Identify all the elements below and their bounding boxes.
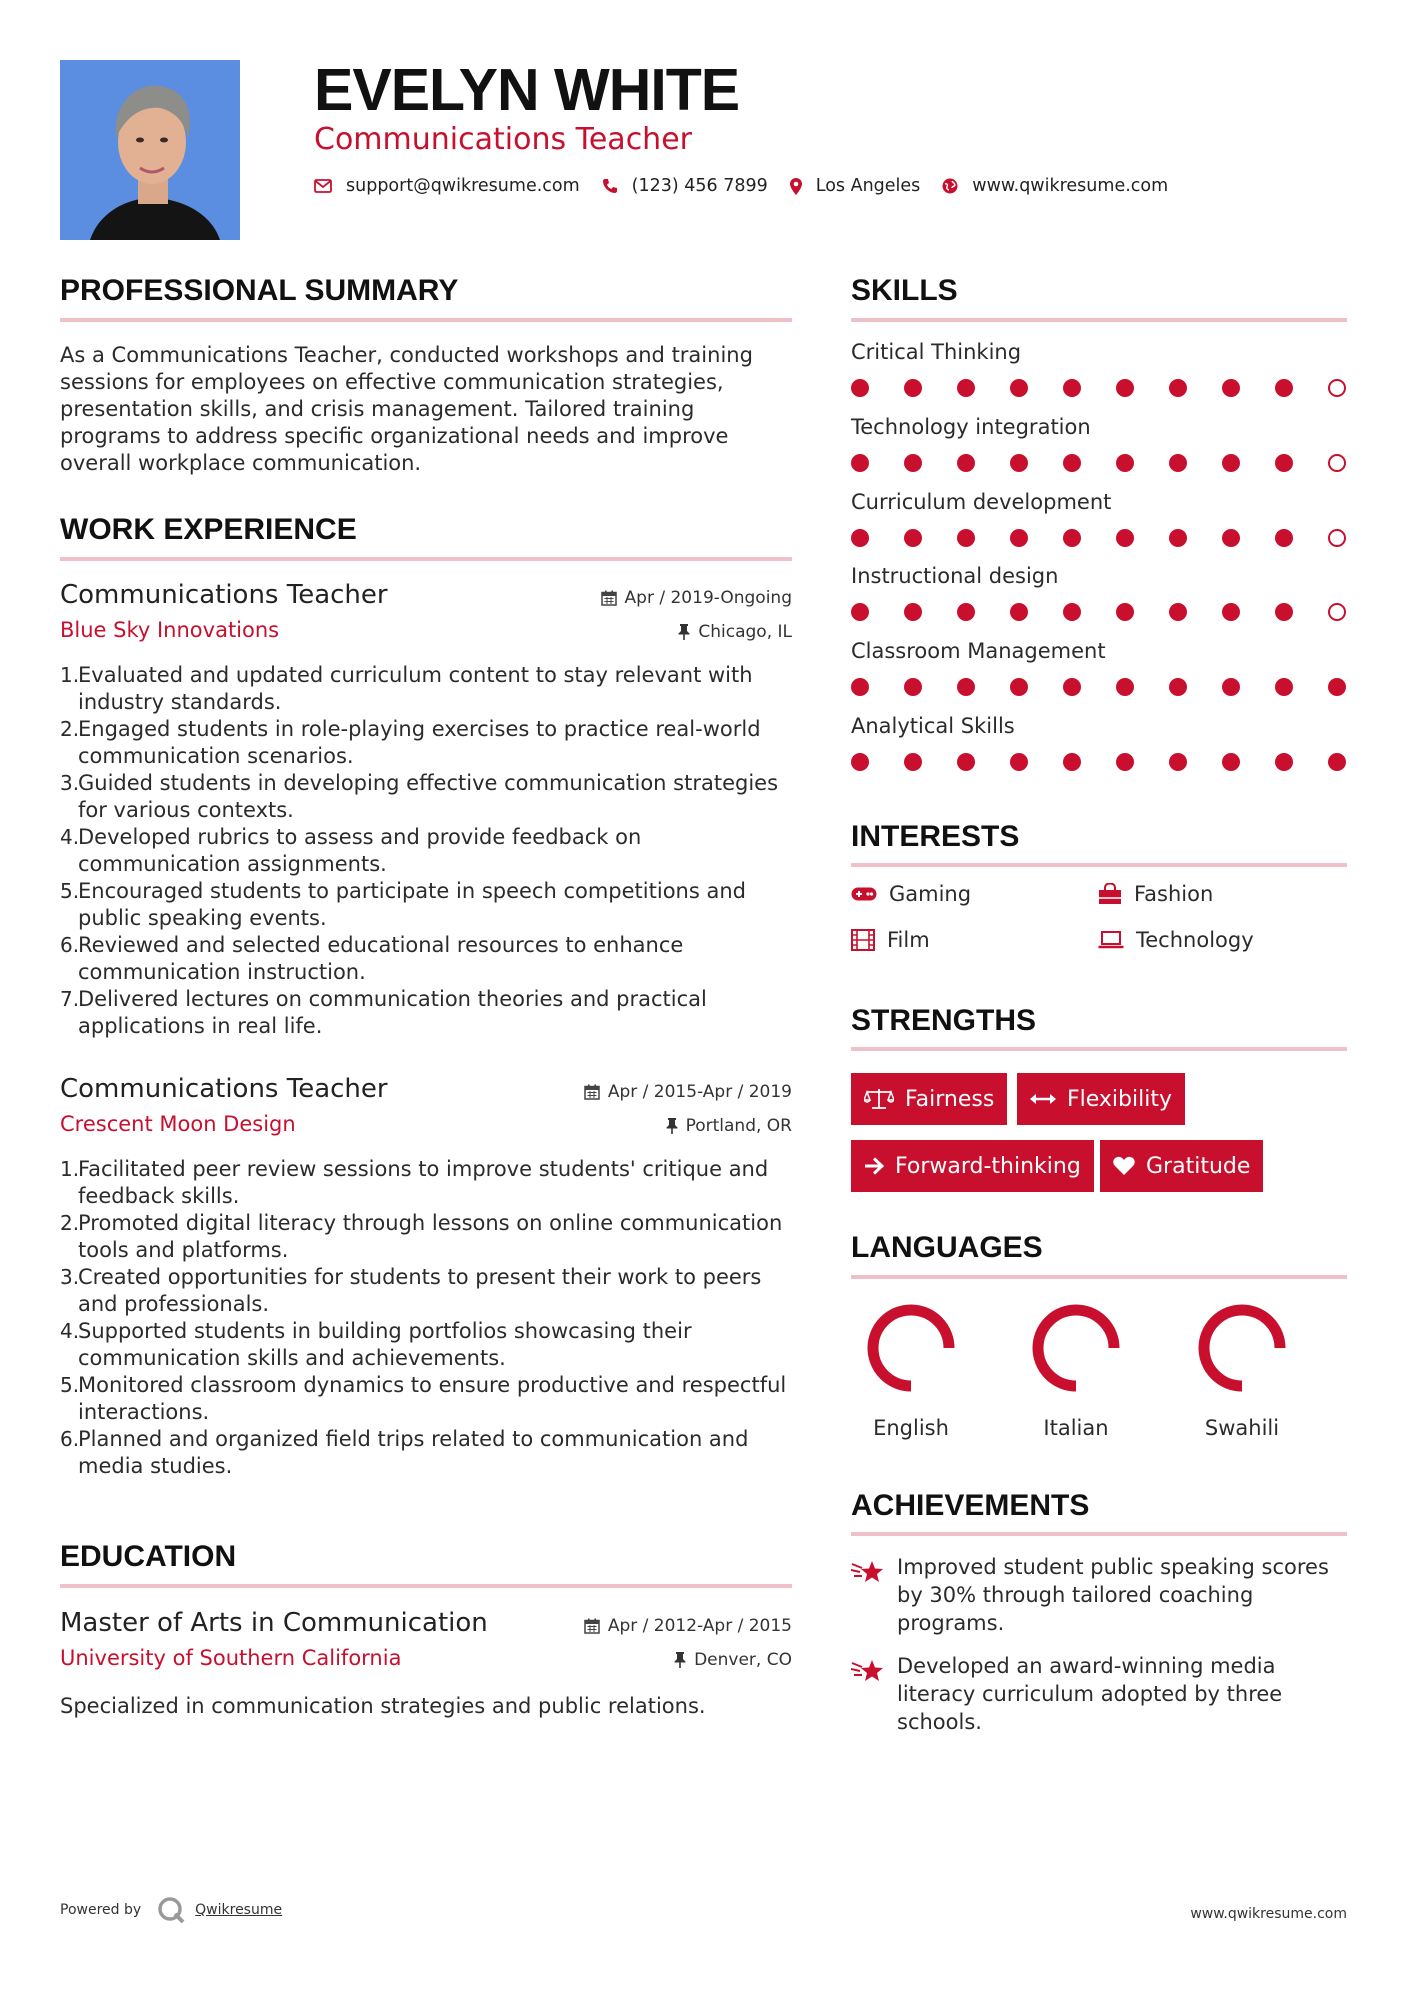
skill-rating — [851, 601, 1347, 623]
skill-dot-filled — [1010, 529, 1028, 547]
skill-dot-filled — [1116, 454, 1134, 472]
job-bullet: 1. Facilitated peer review sessions to improve students' critique and feedback skills. — [60, 1157, 769, 1208]
skill-dot-filled — [904, 379, 922, 397]
skill-dot-filled — [1169, 454, 1187, 472]
qwikresume-logo-icon — [155, 1895, 189, 1925]
skill-dot-filled — [1116, 678, 1134, 696]
job-company: Crescent Moon Design — [60, 1112, 296, 1136]
skill-dot-filled — [1275, 454, 1293, 472]
footer-website[interactable]: www.qwikresume.com — [1190, 1906, 1347, 1922]
skill-dot-filled — [1010, 603, 1028, 621]
language-level-arc — [873, 1310, 949, 1386]
strength-badge — [851, 1073, 1007, 1125]
interest-item — [1098, 928, 1254, 952]
strength-label: Flexibility — [1067, 1086, 1172, 1112]
skill-dot-filled — [851, 753, 869, 771]
summary-text: As a Communications Teacher, conducted workshops and training sessions for employees on effective communication strategies, presentation skills, and crisis management. Tailored training programs to address specific organizational needs and improve overall workplace communication. — [60, 343, 753, 475]
skill-name: Technology integration — [851, 415, 1091, 439]
skill-rating — [851, 377, 1347, 399]
skill-dot-filled — [904, 454, 922, 472]
education-school: University of Southern California — [60, 1646, 402, 1670]
section-divider — [851, 863, 1347, 867]
powered-by-label: Powered by — [60, 1902, 142, 1918]
section-divider — [60, 557, 792, 561]
skill-dot-filled — [1328, 753, 1346, 771]
skill-name: Classroom Management — [851, 639, 1106, 663]
skill-dot-filled — [1010, 454, 1028, 472]
contact-email-text: support@qwikresume.com — [346, 176, 580, 196]
job-company: Blue Sky Innovations — [60, 618, 280, 642]
skill-dot-filled — [904, 678, 922, 696]
skill-dot-empty — [1328, 454, 1346, 472]
skill-dot-filled — [1063, 678, 1081, 696]
skill-dot-empty — [1328, 379, 1346, 397]
job-dates — [601, 588, 792, 608]
contact-website-text: www.qwikresume.com — [972, 176, 1169, 196]
education-location-text: Denver, CO — [694, 1650, 792, 1670]
language-level-arc — [1204, 1310, 1280, 1386]
arrows-horizontal-icon — [1030, 1092, 1056, 1106]
section-divider — [851, 1275, 1347, 1279]
skill-dot-filled — [1063, 379, 1081, 397]
section-heading-strengths: STRENGTHS — [851, 1004, 1037, 1037]
strength-label: Gratitude — [1146, 1153, 1251, 1179]
section-heading-languages: LANGUAGES — [851, 1231, 1043, 1264]
education-degree: Master of Arts in Communication — [60, 1608, 488, 1638]
skill-dot-filled — [1222, 678, 1240, 696]
candidate-name: EVELYN WHITE — [314, 57, 740, 123]
skill-dot-empty — [1328, 603, 1346, 621]
contact-email[interactable] — [314, 176, 580, 196]
section-divider — [851, 1047, 1347, 1051]
job-location — [666, 1116, 792, 1136]
skill-dot-filled — [1169, 678, 1187, 696]
skill-dot-filled — [904, 529, 922, 547]
skill-dot-filled — [1063, 529, 1081, 547]
skill-rating — [851, 527, 1347, 549]
education-dates — [584, 1616, 792, 1636]
section-heading-achievements: ACHIEVEMENTS — [851, 1489, 1090, 1522]
language-level-ring — [851, 1298, 971, 1398]
strength-label: Forward-thinking — [895, 1153, 1081, 1179]
education-location — [674, 1650, 792, 1670]
skill-dot-filled — [1169, 753, 1187, 771]
arrow-right-icon — [864, 1157, 884, 1175]
section-divider — [60, 1584, 792, 1588]
interest-item — [851, 928, 930, 952]
skill-dot-filled — [1063, 603, 1081, 621]
job-bullet: 6. Reviewed and selected educational resources to enhance communication instruction. — [60, 933, 684, 984]
language-item — [851, 1298, 971, 1440]
skill-dot-filled — [957, 753, 975, 771]
calendar-icon — [601, 590, 617, 606]
skill-dot-filled — [1222, 379, 1240, 397]
education-entry — [60, 1608, 792, 1690]
language-item — [1016, 1298, 1136, 1440]
skill-dot-filled — [1222, 454, 1240, 472]
skill-dot-filled — [1010, 379, 1028, 397]
heart-icon — [1113, 1156, 1135, 1176]
skill-dot-filled — [1222, 529, 1240, 547]
gamepad-icon — [851, 886, 877, 902]
job-bullet: 4. Supported students in building portfolios showcasing their communication skills and achievements. — [60, 1319, 692, 1370]
skill-dot-filled — [1328, 678, 1346, 696]
contact-location-text: Los Angeles — [815, 176, 921, 196]
skill-rating — [851, 676, 1347, 698]
skill-dot-filled — [1275, 529, 1293, 547]
education-description: Specialized in communication strategies and public relations. — [60, 1694, 706, 1718]
skill-dot-filled — [1010, 753, 1028, 771]
skill-dot-filled — [1116, 753, 1134, 771]
skill-dot-empty — [1328, 529, 1346, 547]
section-heading-education: EDUCATION — [60, 1540, 237, 1573]
education-dates-text: Apr / 2012-Apr / 2015 — [607, 1616, 792, 1636]
candidate-title: Communications Teacher — [314, 122, 692, 157]
skill-dot-filled — [851, 678, 869, 696]
skill-dot-filled — [1275, 603, 1293, 621]
shopping-bag-icon — [1098, 883, 1122, 905]
skill-item — [851, 415, 1347, 474]
laptop-icon — [1098, 930, 1124, 950]
job-dates-text: Apr / 2019-Ongoing — [624, 588, 792, 608]
job-dates — [584, 1082, 792, 1102]
interest-label: Technology — [1136, 928, 1254, 952]
skill-dot-filled — [1116, 379, 1134, 397]
job-bullet: 2. Promoted digital literacy through lessons on online communication tools and platforms. — [60, 1211, 783, 1262]
calendar-icon — [584, 1618, 600, 1634]
contact-phone-text: (123) 456 7899 — [631, 176, 768, 196]
language-name: Italian — [1043, 1416, 1109, 1440]
skill-dot-filled — [1169, 379, 1187, 397]
job-entry — [60, 1074, 792, 1480]
skill-dot-filled — [957, 454, 975, 472]
balance-scale-icon — [864, 1088, 894, 1110]
job-location — [678, 622, 792, 642]
job-location-text: Chicago, IL — [698, 622, 792, 642]
skill-dot-filled — [1063, 753, 1081, 771]
strength-badge — [1100, 1140, 1263, 1192]
skill-dot-filled — [1169, 529, 1187, 547]
achievement-item — [851, 1553, 1351, 1637]
skill-dot-filled — [1010, 678, 1028, 696]
pin-icon — [674, 1652, 686, 1668]
skill-rating — [851, 751, 1347, 773]
interest-label: Gaming — [889, 882, 972, 906]
skill-name: Instructional design — [851, 564, 1059, 588]
skill-dot-filled — [904, 753, 922, 771]
section-heading-skills: SKILLS — [851, 274, 958, 307]
skill-dot-filled — [1116, 529, 1134, 547]
skill-dot-filled — [1222, 603, 1240, 621]
achievement-text: Developed an award-winning media literacy curriculum adopted by three schools. — [897, 1654, 1283, 1734]
language-level-ring — [1016, 1298, 1136, 1398]
shooting-star-icon — [851, 1658, 885, 1684]
envelope-icon — [314, 179, 332, 193]
job-location-text: Portland, OR — [685, 1116, 792, 1136]
skill-item — [851, 639, 1347, 698]
contact-bar — [314, 176, 1190, 196]
job-bullet: 4. Developed rubrics to assess and provide feedback on communication assignments. — [60, 825, 642, 876]
achievement-item — [851, 1652, 1351, 1736]
skill-dot-filled — [957, 529, 975, 547]
skill-name: Curriculum development — [851, 490, 1112, 514]
interest-item — [851, 882, 971, 906]
skill-dot-filled — [1275, 678, 1293, 696]
skill-dot-filled — [957, 678, 975, 696]
interest-label: Film — [887, 928, 930, 952]
job-entry — [60, 580, 792, 1040]
section-divider — [60, 318, 792, 322]
shooting-star-icon — [851, 1559, 885, 1585]
language-level-ring — [1182, 1298, 1302, 1398]
skill-name: Analytical Skills — [851, 714, 1015, 738]
strength-badge — [1017, 1073, 1185, 1125]
film-icon — [851, 929, 875, 951]
job-bullet: 3. Guided students in developing effective communication strategies for various contexts. — [60, 771, 779, 822]
skill-rating — [851, 452, 1347, 474]
job-bullet-list — [60, 662, 792, 1040]
profile-photo — [60, 60, 240, 240]
job-bullet: 7. Delivered lectures on communication theories and practical applications in real life. — [60, 987, 707, 1038]
interest-item — [1098, 882, 1213, 906]
skill-dot-filled — [904, 603, 922, 621]
skill-dot-filled — [851, 454, 869, 472]
skill-dot-filled — [957, 379, 975, 397]
pin-icon — [666, 1118, 678, 1134]
skill-dot-filled — [851, 603, 869, 621]
skill-dot-filled — [957, 603, 975, 621]
skill-item — [851, 564, 1347, 623]
job-bullet: 5. Encouraged students to participate in speech competitions and public speaking events. — [60, 879, 746, 930]
skill-item — [851, 714, 1347, 773]
skill-item — [851, 340, 1347, 399]
job-bullet: 6. Planned and organized field trips related to communication and media studies. — [60, 1427, 749, 1478]
skill-dot-filled — [1275, 379, 1293, 397]
interest-label: Fashion — [1134, 882, 1214, 906]
job-position: Communications Teacher — [60, 580, 388, 610]
skill-dot-filled — [1063, 454, 1081, 472]
contact-phone[interactable] — [602, 176, 768, 196]
skill-dot-filled — [1222, 753, 1240, 771]
section-heading-experience: WORK EXPERIENCE — [60, 513, 357, 546]
contact-website[interactable] — [942, 176, 1168, 196]
skill-name: Critical Thinking — [851, 340, 1022, 364]
section-heading-interests: INTERESTS — [851, 820, 1020, 853]
strength-badge — [851, 1140, 1094, 1192]
job-bullet: 5. Monitored classroom dynamics to ensure productive and respectful interactions. — [60, 1373, 787, 1424]
language-name: English — [873, 1416, 949, 1440]
qwikresume-link[interactable]: Qwikresume — [195, 1902, 283, 1918]
section-divider — [851, 1532, 1347, 1536]
language-name: Swahili — [1204, 1416, 1280, 1440]
job-bullet: 2. Engaged students in role-playing exercises to practice real-world communication scenarios. — [60, 717, 761, 768]
skill-dot-filled — [851, 379, 869, 397]
skill-dot-filled — [1116, 603, 1134, 621]
job-bullet: 3. Created opportunities for students to present their work to peers and professionals. — [60, 1265, 762, 1316]
phone-icon — [602, 178, 618, 194]
job-position: Communications Teacher — [60, 1074, 388, 1104]
globe-icon — [942, 178, 958, 194]
skill-dot-filled — [851, 529, 869, 547]
map-marker-icon — [790, 178, 802, 195]
language-level-arc — [1038, 1310, 1114, 1386]
skill-dot-filled — [1169, 603, 1187, 621]
strength-label: Fairness — [905, 1086, 995, 1112]
skill-dot-filled — [1275, 753, 1293, 771]
calendar-icon — [584, 1084, 600, 1100]
pin-icon — [678, 624, 690, 640]
section-heading-summary: PROFESSIONAL SUMMARY — [60, 274, 459, 307]
section-divider — [851, 318, 1347, 322]
footer-branding — [60, 1895, 282, 1925]
contact-location — [790, 176, 921, 196]
language-item — [1182, 1298, 1302, 1440]
job-bullet-list — [60, 1156, 792, 1480]
job-bullet: 1. Evaluated and updated curriculum content to stay relevant with industry standards. — [60, 663, 753, 714]
job-dates-text: Apr / 2015-Apr / 2019 — [607, 1082, 792, 1102]
skill-item — [851, 490, 1347, 549]
achievement-text: Improved student public speaking scores by 30% through tailored coaching programs. — [897, 1555, 1329, 1635]
